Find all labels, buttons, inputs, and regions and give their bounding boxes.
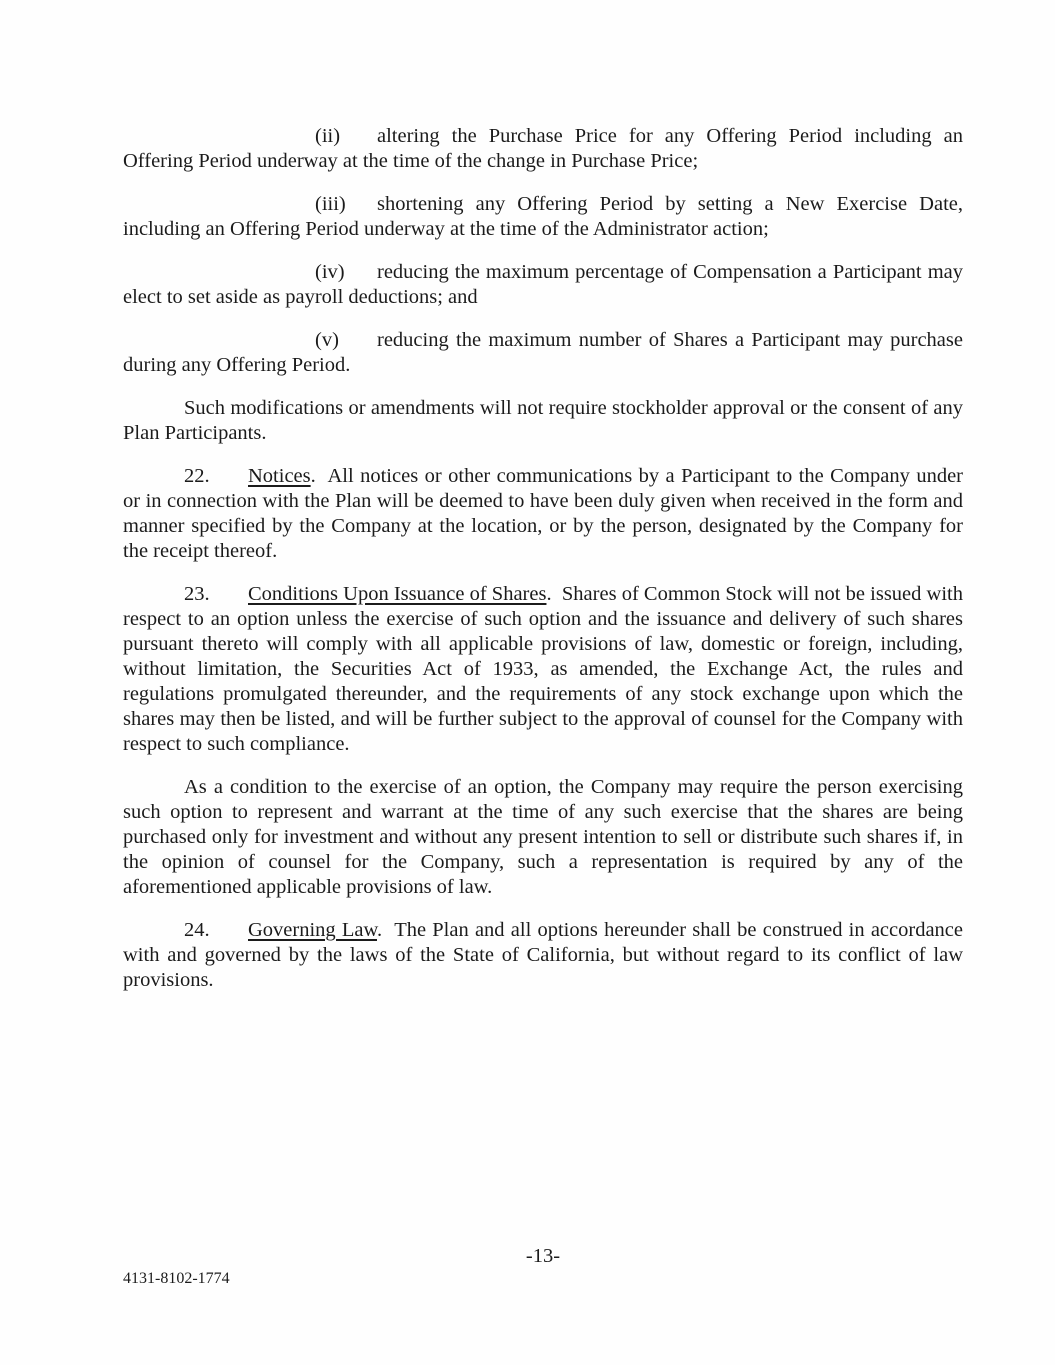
list-item-marker: (iii) [315, 193, 346, 215]
list-item-text: reducing the maximum number of Shares a Participant may purchase during any Offering Period. [123, 329, 963, 376]
section-number: 22. [184, 465, 210, 487]
list-item-marker: (ii) [315, 125, 341, 147]
list-item-text: altering the Purchase Price for any Offering Period including an Offering Period underway at the time of the change in Purchase Price; [123, 125, 963, 172]
section-text: . The Plan and all options hereunder shall be construed in accordance with and governed by the laws of the State of California, but without regard to its conflict of law provisions. [123, 919, 963, 991]
section-heading: Notices [248, 465, 311, 487]
section-heading: Conditions Upon Issuance of Shares [248, 583, 547, 605]
section-heading: Governing Law [248, 919, 377, 941]
list-item-iv [123, 260, 963, 310]
section-number: 23. [184, 583, 210, 605]
section-text: . Shares of Common Stock will not be issued with respect to an option unless the exercise of such option and the issuance and delivery of such shares pursuant thereto will comply with all applicable provisions of law, domestic or foreign, including, without limitation, the Securities Act of 1933, as amended, the Exchange Act, the rules and regulations promulgated thereunder, and the requirements of any stock exchange upon which the shares may then be listed, and will be further subject to the approval of counsel for the Company with respect to such compliance. [123, 583, 963, 755]
section-text: . All notices or other communications by a Participant to the Company under or in connection with the Plan will be deemed to have been duly given when received in the form and manner specified by the Company at the location, or by the person, designated by the Company for the receipt thereof. [123, 465, 963, 562]
list-item-v [123, 328, 963, 378]
list-item-text: shortening any Offering Period by setting a New Exercise Date, including an Offering Period underway at the time of the Administrator action; [123, 193, 963, 240]
document-body [123, 124, 963, 1011]
list-item-marker: (iv) [315, 261, 345, 283]
body-paragraph-modifications: Such modifications or amendments will not require stockholder approval or the consent of any Plan Participants. [123, 397, 963, 444]
section-paragraph-23 [123, 582, 963, 757]
list-item-marker: (v) [315, 329, 339, 351]
list-item-iii [123, 192, 963, 242]
page-number: -13- [525, 1245, 561, 1267]
section-paragraph-24 [123, 918, 963, 993]
list-item-text: reducing the maximum percentage of Compensation a Participant may elect to set aside as payroll deductions; and [123, 261, 963, 308]
list-item-ii [123, 124, 963, 174]
section-number: 24. [184, 919, 210, 941]
section-paragraph-22 [123, 464, 963, 564]
body-paragraph-condition: As a condition to the exercise of an option, the Company may require the person exercising such option to represent and warrant at the time of any such exercise that the shares are being purchased only for investment and without any present intention to sell or distribute such shares if, in the opinion of counsel for the Company, such a representation is required by any of the aforementioned applicable provisions of law. [123, 776, 963, 898]
document-id-footer: 4131-8102-1774 [123, 1270, 230, 1287]
